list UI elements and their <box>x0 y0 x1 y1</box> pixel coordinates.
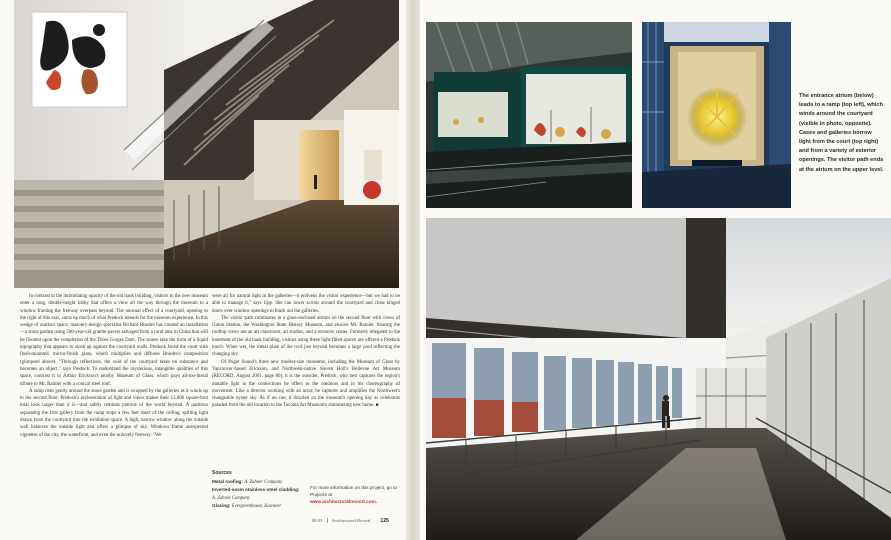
body-column-right <box>212 293 400 410</box>
source-item: Metal roofing: A. Zahner Company <box>212 478 283 485</box>
page-folio <box>312 518 389 524</box>
more-info-text: For more information on this project, go to Projects at <box>310 485 398 497</box>
ramp-photo <box>426 22 632 208</box>
body-column-left <box>20 293 208 439</box>
folio-magazine: Architectural Record <box>331 518 371 523</box>
page-gutter <box>406 0 420 540</box>
sources-heading: Sources <box>212 470 232 476</box>
body-paragraph: The visitor path culminates in a glass-enclosed atrium on the second floor with views of Union Station, the Washington State History Museum, and elusive Mt. Rainier. Sharing the rooftop views are an art classroom, art studios, and a resource center. Formerly relegated to the basement of the old bank building, visitors using these light-filled spaces are offered a Predock touch: When wet, the metal plate of the roof just beyond becomes a large pool reflecting the changing sky. <box>212 315 400 358</box>
sources-box <box>212 470 304 511</box>
folio-date: 08.03 <box>312 518 323 523</box>
source-item: Inverted-seam stainless-steel cladding: A. Zahner Company <box>212 487 300 501</box>
photo-caption: The entrance atrium (below) leads to a ramp (top left), which winds around the courtyard (visible in photo, opposite). Cases and galleries borrow light from the court (top right) and from a variety of exterior openings. The visitor path ends at the atrium on the upper level. <box>799 93 884 173</box>
more-info <box>310 484 402 505</box>
body-paragraph: Of Puget Sound's three new modest-size museums, including the Museum of Glass by Vancouver-based Erickson, and Northwest-native Steven Holl's Bellevue Art Museum [RECORD, August 2001, page 80], it is the outsider, Predock, who best captures the region's mutable light in the connections he offers to the outdoors and in his choreography of movement. Like a director working with an actor, he captures and amplifies the Northwest's changeable oyster sky. As if on cue, it drizzled on the museum's opening day as celebrants paraded from the old location to the Tacoma Art Museum's shimmering new home. ■ <box>212 359 400 409</box>
galleries-photo <box>426 218 891 540</box>
atrium-photo <box>642 22 791 208</box>
body-paragraph: were all for natural light in the galleries—it enlivens the visitor experience—but we had to be able to manage it," says Upp. She can lower scrims around the courtyard and close hinged doors over window openings to black out the galleries. <box>212 294 400 314</box>
source-item: Glazing: Evergreenhouse, Kawneer <box>212 503 282 510</box>
folio-divider <box>327 518 328 523</box>
body-paragraph: A ramp rises gently around the stone garden and is wrapped by the galleries as it winds up to the second floor. Predock's orchestration of light and views makes their 12,000 square-foot total look larger than it is—and subtly reminds patrons of the world beyond. A partition separating the first gallery from the ramp stops a few feet short of the ceiling, spilling light drawn from the courtyard into the exhibition space. A high, narrow window along the outside wall balances the outside light and offers a glimpse of sky. Windows frame unexpected vignettes of the city, the waterfront, and even the unlovely freeway. "We <box>20 388 208 438</box>
website-link[interactable]: www.architecturalrecord.com. <box>310 499 378 504</box>
body-paragraph: In contrast to the intimidating opacity of the old bank building, visitors to the new museum enter a long, double-height lobby that offers a view all the way through the museum to a window framing the freeway overpass beyond. The unusual effect of a courtyard, opening to the right of this axis, sums up much of what Predock intends for the museum experience. In this wedge of outdoor space, masonry-design specialist Richard Rhodes has created an installation—a stone garden using 500-year-old granite pavers salvaged from a rural area in China that will be flooded upon the completion of the Three Gorges Dam. The stones take the form of a liquid topography that appears to slosh up against the courtyard walls. Predock faced the court with flush-mounted, mirror-finish glass, which multiplies and diffuses Rhodes's composition (glimpsed above). "Through reflections, the void of the courtyard takes on substance and becomes an object," says Predock. To understand the mysterious, intangible qualities of this space, contrast it to Arthur Erickson's nearby Museum of Glass, which pays all-too-literal tribute to Mt. Rainier with a conical steel roof. <box>20 294 208 387</box>
page-number: 125 <box>380 518 389 524</box>
staircase-photo <box>14 0 399 288</box>
